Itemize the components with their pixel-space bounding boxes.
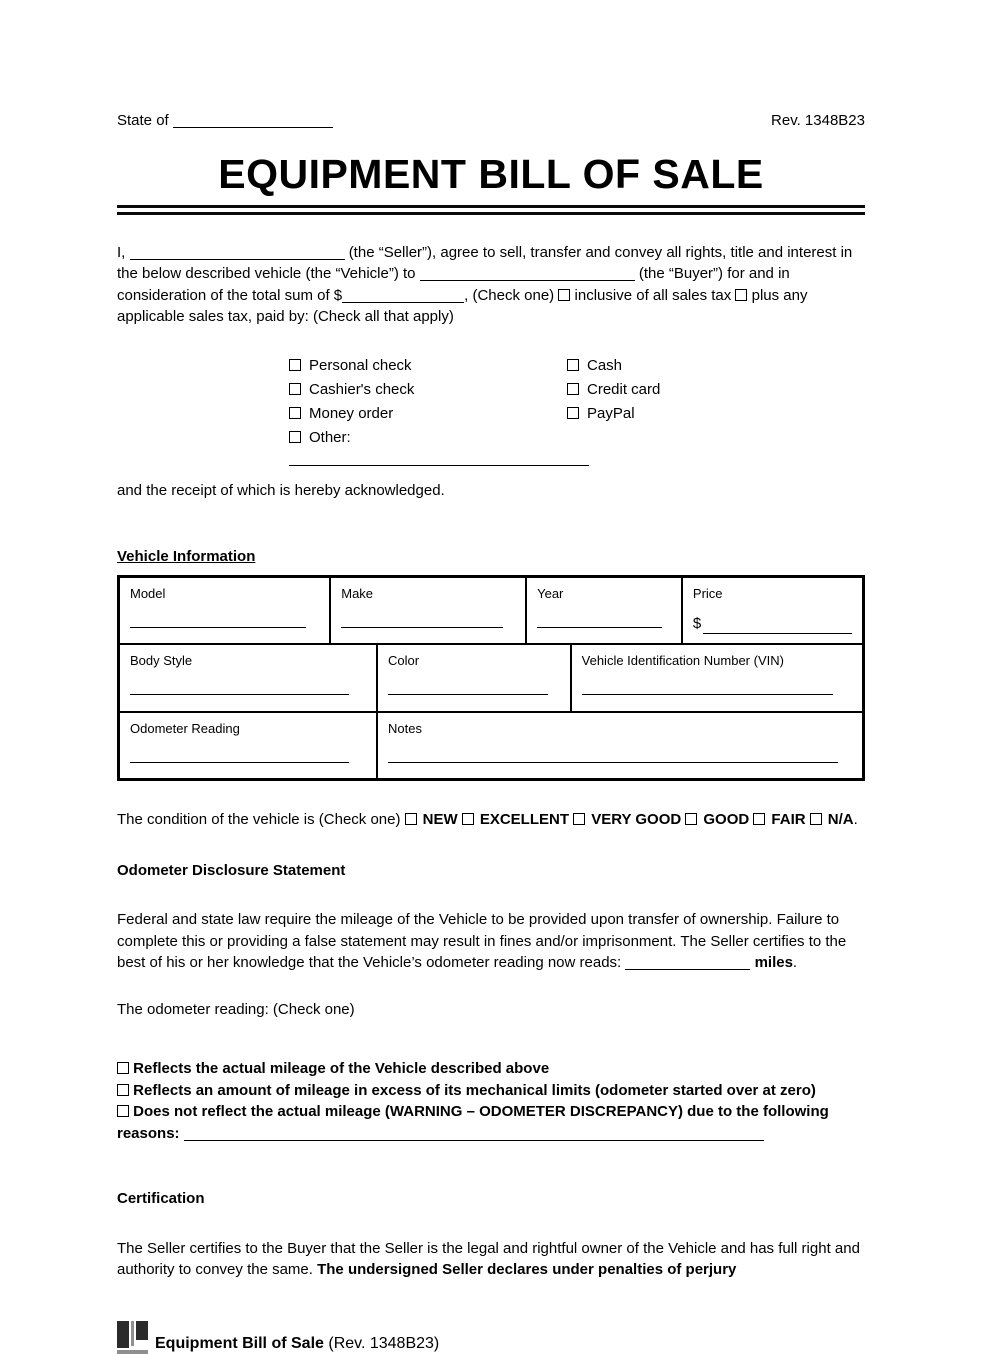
condition-option-label: FAIR	[771, 811, 806, 828]
condition-option-very-good	[573, 811, 681, 828]
payment-option-money-order	[289, 403, 567, 427]
revision-label: Rev. 1348B23	[771, 112, 865, 129]
payment-options	[289, 355, 865, 451]
condition-option-label: EXCELLENT	[479, 811, 570, 828]
odometer-disclosure-heading: Odometer Disclosure Statement	[117, 861, 346, 879]
certification-text: The Seller certifies to the Buyer that the Seller is the legal and rightful owner of the Vehicle and has full right and authority to convey the same.	[117, 1239, 860, 1278]
seller-name-field[interactable]	[130, 245, 345, 260]
condition-option-na	[810, 811, 858, 828]
payment-option-cash	[567, 355, 660, 379]
checkbox-fair[interactable]	[753, 813, 765, 825]
miles-label: miles	[754, 954, 793, 971]
payment-option-personal-check	[289, 355, 567, 379]
odometer-cell	[120, 713, 376, 779]
notes-field[interactable]	[388, 759, 838, 763]
payment-option-credit-card	[567, 379, 660, 403]
payment-option-other	[289, 427, 567, 451]
checkbox-personal-check[interactable]	[289, 359, 301, 371]
condition-line	[117, 809, 865, 831]
state-of-label: State of	[117, 112, 169, 129]
condition-option-label: GOOD	[703, 811, 750, 828]
condition-option-label: VERY GOOD	[591, 811, 682, 828]
certification-paragraph	[117, 1238, 865, 1281]
intro-part3: (the “Buyer”) for and in consideration of the total sum of $	[117, 265, 790, 304]
sum-field[interactable]	[342, 288, 464, 303]
table-row	[120, 643, 862, 711]
checkbox-cash[interactable]	[567, 359, 579, 371]
odometer-field[interactable]	[130, 759, 349, 763]
condition-option-new	[405, 811, 458, 828]
odometer-option-label: Reflects an amount of mileage in excess of its mechanical limits (odometer started over at zero)	[133, 1081, 816, 1099]
intro-paragraph	[117, 242, 865, 328]
checkbox-excellent[interactable]	[462, 813, 474, 825]
payment-option-label: Cash	[587, 356, 623, 374]
payment-options-left	[289, 355, 567, 451]
checkbox-actual-mileage[interactable]	[117, 1062, 129, 1074]
condition-option-excellent	[462, 811, 569, 828]
discrepancy-reasons-field[interactable]	[184, 1126, 764, 1141]
vehicle-info-table	[117, 575, 865, 782]
checkbox-plus-sales-tax[interactable]	[735, 289, 747, 301]
model-label: Model	[130, 585, 166, 601]
vin-field[interactable]	[582, 691, 833, 695]
condition-suffix: .	[853, 811, 858, 828]
vehicle-info-heading: Vehicle Information	[117, 548, 256, 565]
condition-option-label: N/A	[827, 811, 854, 828]
year-field[interactable]	[537, 624, 661, 628]
intro-part4: , (Check one)	[464, 286, 555, 304]
condition-option-good	[685, 811, 749, 828]
certification-bold-text: The undersigned Seller declares under penalties of perjury	[317, 1261, 737, 1278]
notes-cell	[376, 713, 862, 779]
checkbox-very-good[interactable]	[573, 813, 585, 825]
odometer-option-label: Does not reflect the actual mileage (WARNING – ODOMETER DISCREPANCY) due to the	[133, 1103, 759, 1120]
odometer-options	[117, 1058, 865, 1144]
color-cell	[376, 645, 570, 711]
checkbox-good[interactable]	[685, 813, 697, 825]
checkbox-other[interactable]	[289, 431, 301, 443]
odometer-option-excess	[117, 1080, 865, 1102]
payment-option-label: PayPal	[587, 404, 635, 422]
color-field[interactable]	[388, 691, 548, 695]
odometer-option-actual	[117, 1058, 865, 1080]
receipt-line: and the receipt of which is hereby acknowledged.	[117, 481, 445, 499]
notes-label: Notes	[387, 720, 422, 736]
header-row	[117, 110, 865, 132]
vin-label: Vehicle Identification Number (VIN)	[581, 653, 784, 668]
table-row	[120, 578, 862, 644]
miles-suffix: .	[792, 954, 798, 971]
title-divider	[117, 205, 865, 215]
make-label: Make	[341, 585, 374, 601]
payment-option-paypal	[567, 403, 660, 427]
body-style-label: Body Style	[130, 653, 193, 668]
price-label: Price	[692, 585, 723, 601]
condition-option-label: NEW	[422, 811, 458, 828]
other-label: Other:	[309, 428, 351, 446]
checkbox-cashiers-check[interactable]	[289, 383, 301, 395]
payment-option-label: Credit card	[587, 380, 661, 398]
price-prefix: $	[692, 614, 702, 632]
odometer-reading-line: The odometer reading: (Check one)	[117, 1000, 355, 1018]
inclusive-sales-tax-label: inclusive of all sales tax	[574, 286, 732, 304]
price-field[interactable]	[703, 630, 852, 634]
payment-option-label: Cashier's check	[309, 380, 415, 398]
footer-text	[155, 1334, 439, 1354]
page-title: EQUIPMENT BILL OF SALE	[218, 150, 764, 197]
buyer-name-field[interactable]	[420, 266, 635, 281]
checkbox-credit-card[interactable]	[567, 383, 579, 395]
checkbox-excess-mileage[interactable]	[117, 1084, 129, 1096]
odometer-paragraph-text: Federal and state law require the mileage of the Vehicle to be provided upon transfer of ownership. Failure to complete this or providing a false statement may result in fines and/or imprisonment. The Seller certifies to the best of his or her knowledge that the Vehicle’s odometer reading now	[117, 911, 847, 971]
make-cell	[329, 578, 525, 644]
odometer-label: Odometer Reading	[130, 720, 240, 736]
footer-doc-name: Equipment Bill of Sale	[155, 1334, 324, 1352]
year-cell	[525, 578, 681, 644]
certification-heading: Certification	[117, 1190, 205, 1207]
checkbox-money-order[interactable]	[289, 407, 301, 419]
state-of-line	[117, 110, 333, 132]
payment-option-label: Personal check	[309, 356, 412, 374]
payment-option-cashiers-check	[289, 379, 567, 403]
checkbox-inclusive-sales-tax[interactable]	[558, 289, 570, 301]
reasons-label: following reasons:	[117, 1103, 829, 1142]
other-payment-field[interactable]	[289, 451, 589, 466]
checkbox-paypal[interactable]	[567, 407, 579, 419]
condition-prefix: The condition of the vehicle is (Check one)	[117, 811, 401, 828]
payment-options-right	[567, 355, 660, 451]
footer	[117, 1321, 865, 1354]
plus-sales-tax-label: plus any applicable sales tax, paid by: (Check all that apply)	[117, 286, 808, 325]
make-field[interactable]	[341, 624, 503, 628]
footer-rev: (Rev. 1348B23)	[328, 1334, 440, 1352]
year-label: Year	[537, 585, 564, 601]
checkbox-odometer-discrepancy[interactable]	[117, 1105, 129, 1117]
model-cell	[120, 578, 329, 644]
body-style-cell	[120, 645, 376, 711]
reads-label: reads:	[579, 954, 622, 971]
condition-option-fair	[753, 811, 805, 828]
intro-part1: I,	[117, 243, 126, 261]
body-style-field[interactable]	[130, 691, 349, 695]
odometer-option-label: Reflects the actual mileage of the Vehicle described above	[133, 1060, 550, 1077]
legal-templates-logo-icon	[117, 1321, 148, 1354]
color-label: Color	[387, 653, 420, 668]
checkbox-new[interactable]	[405, 813, 417, 825]
odometer-paragraph	[117, 909, 865, 974]
state-field[interactable]	[173, 113, 333, 128]
price-cell	[681, 578, 862, 644]
vin-cell	[570, 645, 862, 711]
table-row	[120, 711, 862, 779]
model-field[interactable]	[130, 624, 306, 628]
checkbox-na[interactable]	[810, 813, 822, 825]
intro-part2: (the “Seller”), agree to sell, transfer and convey all rights, title and interest in the below described vehicle (the “Vehicle”) to	[117, 243, 853, 282]
odometer-reads-field[interactable]	[625, 955, 750, 970]
odometer-option-discrepancy	[117, 1101, 865, 1144]
payment-option-label: Money order	[309, 404, 394, 422]
